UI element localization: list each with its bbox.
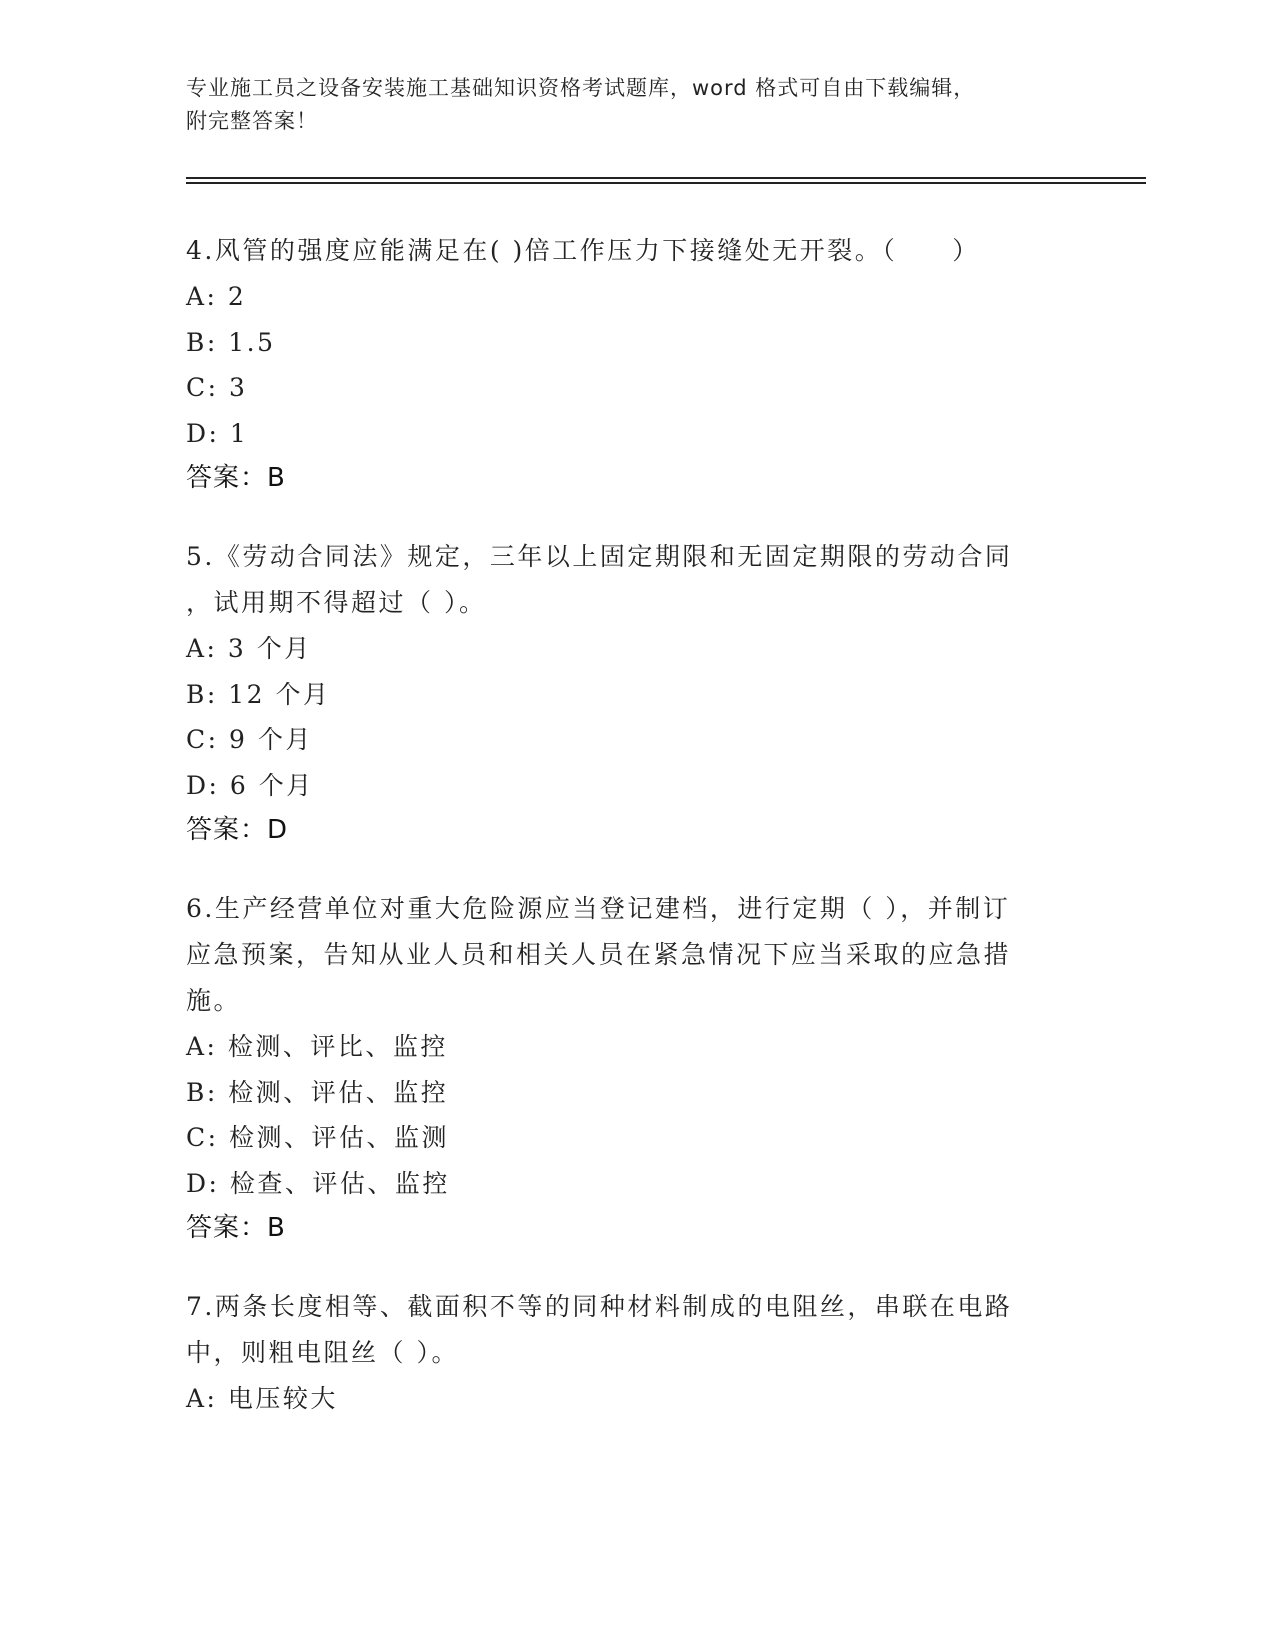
header-line-1: 专业施工员之设备安装施工基础知识资格考试题库，word 格式可自由下载编辑， <box>186 76 976 100</box>
option-a: A: 检测、评比、监控 <box>186 1032 448 1061</box>
header-divider-bottom <box>186 182 1146 184</box>
option-b: B: 检测、评估、监控 <box>186 1077 449 1107</box>
option-d: D: 6 个月 <box>186 770 314 800</box>
answer-text: 答案：B <box>186 1213 286 1243</box>
option-c: C: 3 <box>186 373 248 402</box>
header-line-2: 附完整答案！ <box>186 109 318 133</box>
question-text: 施。 <box>186 986 242 1015</box>
question-item <box>186 1284 1086 1422</box>
question-text: 应急预案，告知从业人员和相关人员在紧急情况下应当采取的应急措 <box>186 940 1012 969</box>
option-a: A: 3 个月 <box>186 634 312 663</box>
question-text: 4.风管的强度应能满足在( )倍工作压力下接缝处无开裂。（ ） <box>186 236 980 265</box>
question-text: ，试用期不得超过（ ）。 <box>186 588 487 617</box>
question-item <box>186 886 1086 1250</box>
question-text: 中，则粗电阻丝（ ）。 <box>186 1338 459 1367</box>
question-text: 5.《劳动合同法》规定，三年以上固定期限和无固定期限的劳动合同 <box>186 542 1013 571</box>
option-b: B: 12 个月 <box>186 679 331 709</box>
question-list <box>186 228 1086 1456</box>
answer-text: 答案：B <box>186 463 286 493</box>
question-text: 6.生产经营单位对重大危险源应当登记建档，进行定期（ ），并制订 <box>186 894 1011 923</box>
option-b: B: 1.5 <box>186 327 276 357</box>
question-text: 7.两条长度相等、截面积不等的同种材料制成的电阻丝，串联在电路 <box>186 1292 1013 1321</box>
document-header <box>186 72 1086 138</box>
question-item <box>186 534 1086 852</box>
option-c: C: 9 个月 <box>186 725 313 754</box>
option-a: A: 电压较大 <box>186 1384 338 1413</box>
option-a: A: 2 <box>186 282 247 311</box>
option-d: D: 检查、评估、监控 <box>186 1168 450 1198</box>
answer-text: 答案：D <box>186 815 289 845</box>
header-divider-top <box>186 177 1146 179</box>
question-item <box>186 228 1086 500</box>
option-c: C: 检测、评估、监测 <box>186 1123 449 1152</box>
option-d: D: 1 <box>186 418 249 448</box>
